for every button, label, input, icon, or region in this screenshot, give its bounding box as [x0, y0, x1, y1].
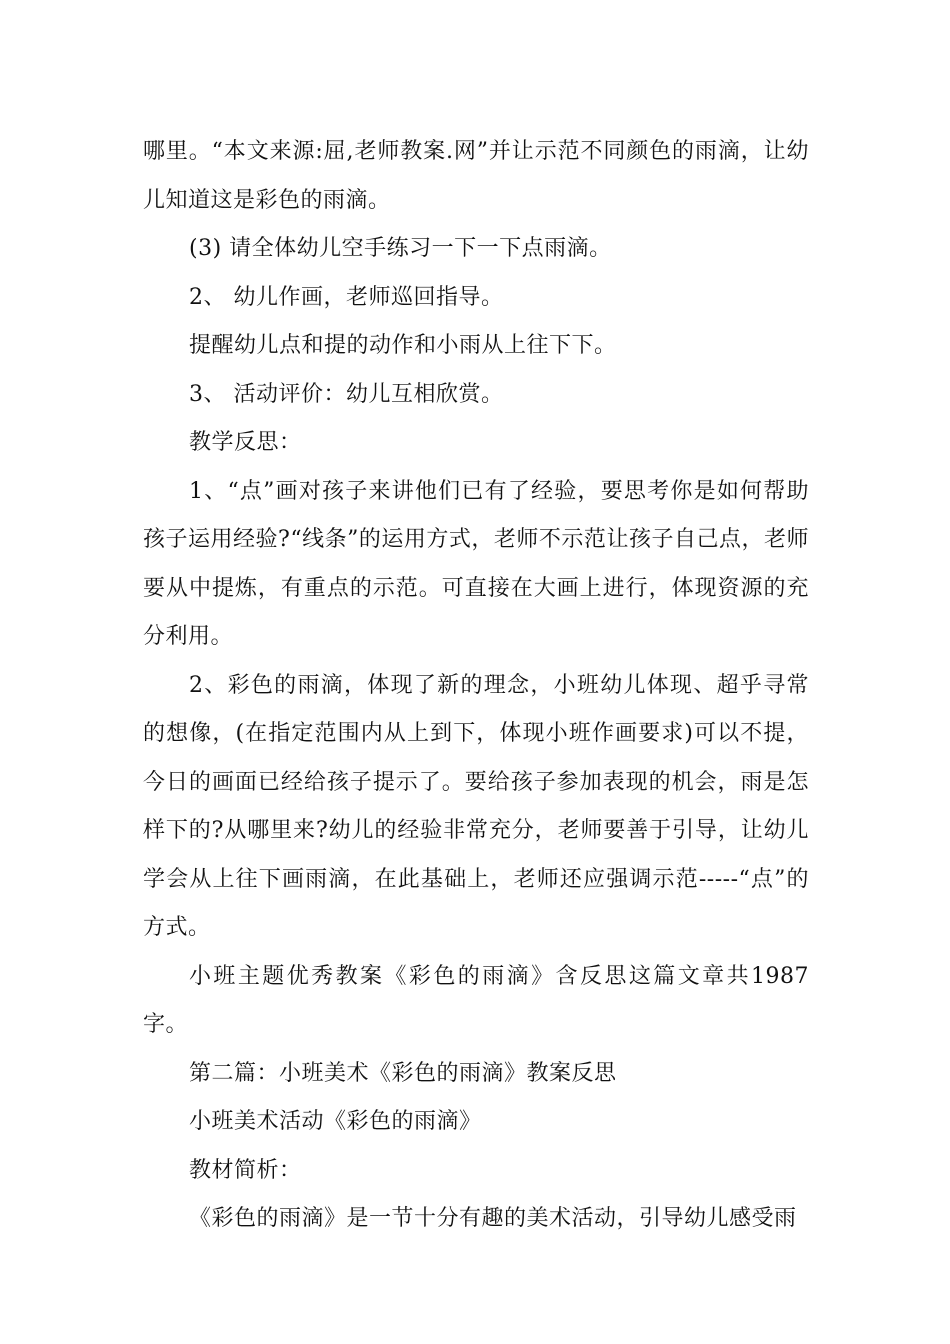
- paragraph-1: 哪里。“本文来源:屈,老师教案.网”并让示范不同颜色的雨滴，让幼儿知道这是彩色的雨滴。: [143, 139, 809, 213]
- paragraph-10: 第二篇：小班美术《彩色的雨滴》教案反思: [189, 1060, 617, 1086]
- paragraph-7: 1、“点”画对孩子来讲他们已有了经验，要思考你是如何帮助孩子运用经验?“线条”的运用方式，老师不示范让孩子自己点，老师要从中提炼，有重点的示范。可直接在大画上进行，体现资源的充分利用。: [143, 478, 809, 649]
- paragraph-4: 提醒幼儿点和提的动作和小雨从上往下下。: [189, 333, 617, 358]
- paragraph-6: 教学反思：: [189, 430, 302, 455]
- paragraph-8: 2、彩色的雨滴，体现了新的理念，小班幼儿体现、超乎寻常的想像，(在指定范围内从上到下，体现小班作画要求)可以不提，今日的画面已经给孩子提示了。要给孩子参加表现的机会，雨是怎样下的?从哪里来?幼儿的经验非常充分，老师要善于引导，让幼儿学会从上往下画雨滴，在此基础上，老师还应强调示范-----“点”的方式。: [143, 672, 809, 940]
- paragraph-11: 小班美术活动《彩色的雨滴》: [189, 1109, 482, 1134]
- paragraph-9: 小班主题优秀教案《彩色的雨滴》含反思这篇文章共1987字。: [143, 963, 809, 1037]
- paragraph-12: 教材简析：: [189, 1157, 302, 1183]
- paragraph-5: 3、 活动评价：幼儿互相欣赏。: [189, 381, 504, 407]
- paragraph-3: 2、 幼儿作画，老师巡回指导。: [189, 284, 504, 310]
- document-body: [143, 128, 809, 1244]
- paragraph-2: (3) 请全体幼儿空手练习一下一下点雨滴。: [189, 236, 612, 261]
- paragraph-13: 《彩色的雨滴》是一节十分有趣的美术活动，引导幼儿感受雨: [189, 1206, 797, 1231]
